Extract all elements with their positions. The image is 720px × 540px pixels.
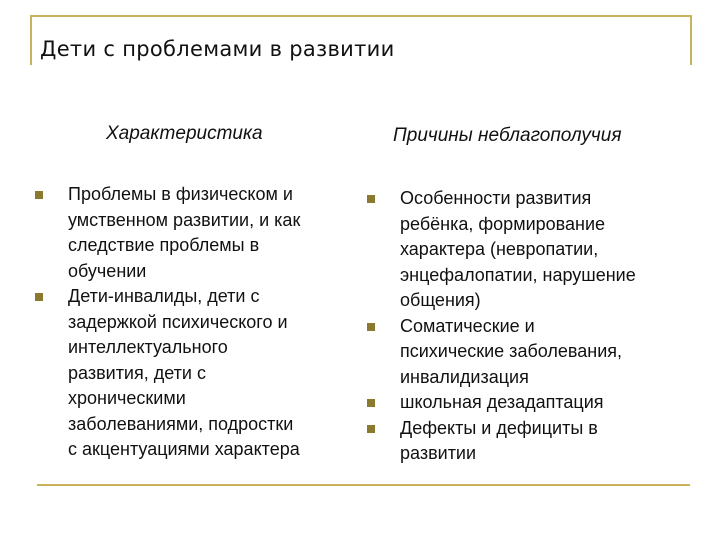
slide-title: Дети с проблемами в развитии <box>40 37 395 61</box>
square-bullet-icon <box>367 399 375 407</box>
causes-list <box>364 186 709 467</box>
bottom-rule <box>37 484 690 486</box>
list-item-text: Проблемы в физическом и умственном развитии, и как следствие проблемы в обучении <box>68 184 301 281</box>
column-heading-causes: Причины неблагополучия <box>393 125 622 146</box>
square-bullet-icon <box>367 195 375 203</box>
list-item <box>364 390 709 416</box>
list-item-text: Дети-инвалиды, дети с задержкой психического и интеллектуального развития, дети с хроническими заболеваниями, подростки с акцентуациями характера <box>68 286 300 459</box>
characteristic-list <box>32 182 362 463</box>
top-rule <box>30 15 692 17</box>
list-item <box>364 186 709 314</box>
right-rule <box>690 15 692 65</box>
list-item-text: Соматические и психические заболевания, инвалидизация <box>400 315 623 387</box>
list-item-text: Особенности развития ребёнка, формирование характера (невропатии, энцефалопатии, нарушение общения) <box>400 188 636 310</box>
left-rule <box>30 15 32 65</box>
list-item <box>364 416 709 467</box>
square-bullet-icon <box>367 323 375 331</box>
list-item-text: школьная дезадаптация <box>400 392 604 412</box>
list-item <box>364 314 709 391</box>
square-bullet-icon <box>367 425 375 433</box>
column-heading-characteristic: Характеристика <box>106 123 263 144</box>
square-bullet-icon <box>35 191 43 199</box>
list-item-text: Дефекты и дефициты в развитии <box>400 417 598 463</box>
list-item <box>32 284 362 463</box>
square-bullet-icon <box>35 293 43 301</box>
list-item <box>32 182 362 284</box>
